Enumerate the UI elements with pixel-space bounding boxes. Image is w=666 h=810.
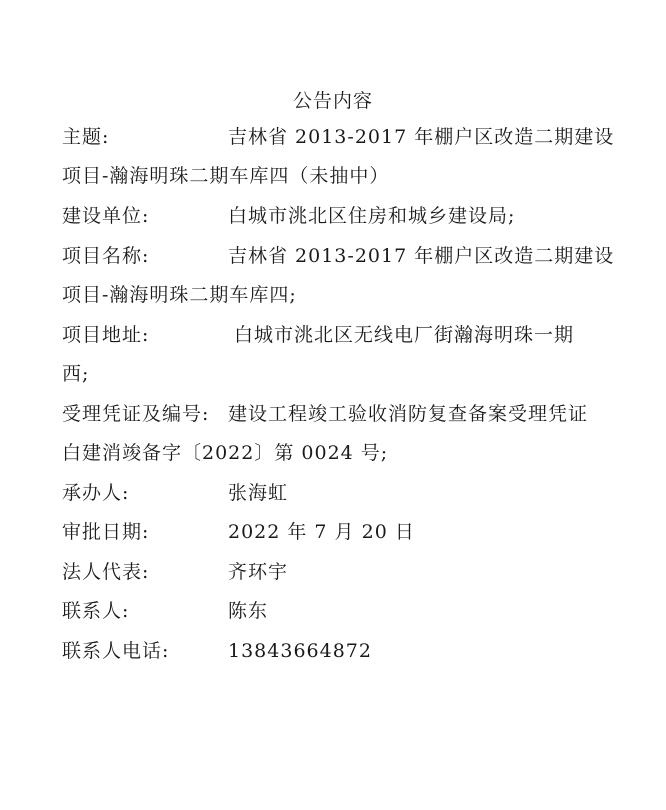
handler-value: 张海虹 — [228, 482, 289, 504]
page-title: 公告内容 — [292, 90, 373, 112]
certificate-label: 受理凭证及编号: — [62, 403, 210, 425]
legal-rep-value: 齐环宇 — [228, 561, 289, 583]
certificate-value-line1: 建设工程竣工验收消防复查备案受理凭证 — [228, 403, 589, 425]
builder-label: 建设单位: — [62, 205, 150, 227]
project-address-value-line2: 西; — [62, 363, 90, 385]
certificate-value-line2: 白建消竣备字〔2022〕第 0024 号; — [62, 442, 389, 464]
approval-date-label: 审批日期: — [62, 521, 150, 543]
contact-value: 陈东 — [228, 600, 269, 622]
contact-phone-label: 联系人电话: — [62, 640, 170, 662]
legal-rep-label: 法人代表: — [62, 561, 150, 583]
project-name-value-line1: 吉林省 2013-2017 年棚户区改造二期建设 — [228, 245, 615, 267]
project-address-value-line1: 白城市洮北区无线电厂街瀚海明珠一期 — [234, 324, 575, 346]
builder-value: 白城市洮北区住房和城乡建设局; — [228, 205, 516, 227]
project-name-label: 项目名称: — [62, 245, 150, 267]
subject-value-line1: 吉林省 2013-2017 年棚户区改造二期建设 — [228, 126, 615, 148]
subject-value-line2: 项目-瀚海明珠二期车库四（未抽中） — [62, 165, 390, 187]
project-address-label: 项目地址: — [62, 324, 150, 346]
subject-label: 主题: — [62, 126, 110, 148]
contact-label: 联系人: — [62, 600, 130, 622]
handler-label: 承办人: — [62, 482, 130, 504]
contact-phone-value: 13843664872 — [228, 640, 372, 662]
approval-date-value: 2022 年 7 月 20 日 — [228, 521, 415, 543]
project-name-value-line2: 项目-瀚海明珠二期车库四; — [62, 284, 297, 306]
